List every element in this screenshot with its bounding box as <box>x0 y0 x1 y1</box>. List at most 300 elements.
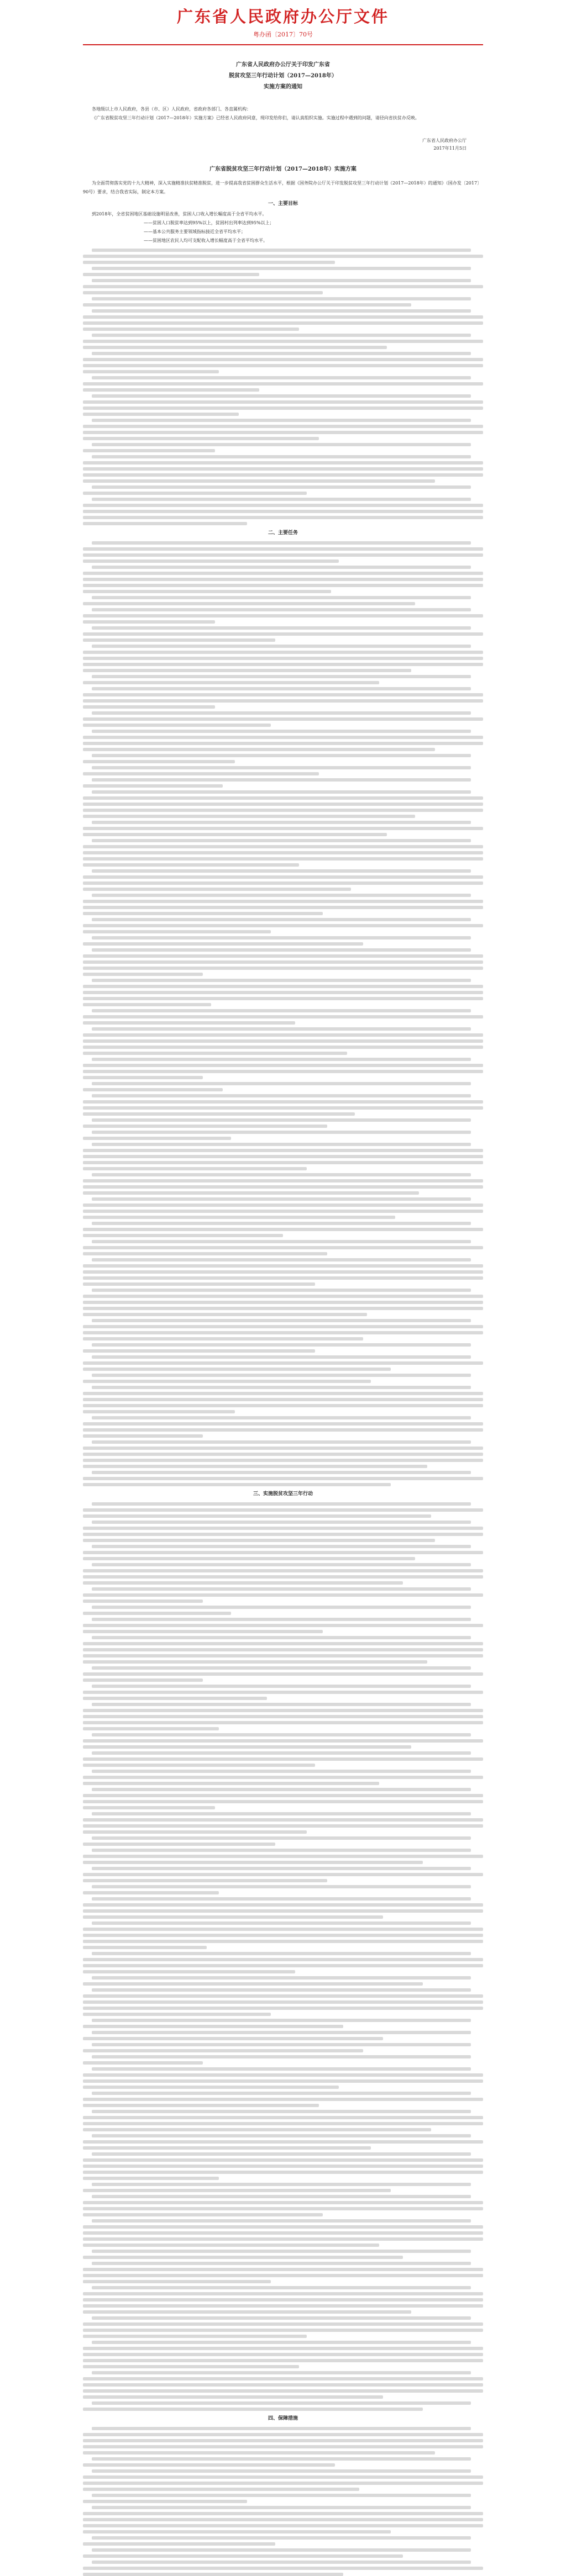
text-line-placeholder <box>83 1593 483 1597</box>
paragraph-placeholder <box>83 608 483 624</box>
paragraph-placeholder <box>83 778 483 788</box>
text-line-placeholder <box>83 1861 423 1864</box>
text-line-placeholder <box>83 2482 483 2485</box>
text-line-placeholder <box>83 255 483 258</box>
paragraph-placeholder <box>83 2536 483 2546</box>
text-line-placeholder <box>92 766 471 769</box>
text-line-placeholder <box>83 437 319 440</box>
text-line-placeholder <box>83 863 299 867</box>
text-line-placeholder <box>83 717 483 721</box>
text-line-placeholder <box>92 1770 471 1773</box>
paragraph-placeholder <box>83 596 483 605</box>
text-line-placeholder <box>83 875 483 879</box>
text-line-placeholder <box>83 1642 483 1645</box>
text-line-placeholder <box>83 2439 483 2442</box>
paragraph-placeholder <box>83 1867 483 1882</box>
text-line-placeholder <box>83 827 483 830</box>
paragraph-placeholder <box>83 2561 483 2576</box>
text-line-placeholder <box>83 1404 483 1407</box>
text-line-placeholder <box>83 2475 483 2479</box>
issuing-authority: 广东省人民政府办公厅 <box>422 138 467 143</box>
text-line-placeholder <box>83 1465 427 1468</box>
text-line-placeholder <box>83 1514 431 1518</box>
text-line-placeholder <box>92 1666 471 1670</box>
text-line-placeholder <box>83 1301 483 1304</box>
text-line-placeholder <box>83 2518 483 2521</box>
paragraph-placeholder <box>83 1027 483 1055</box>
text-line-placeholder <box>83 1185 483 1189</box>
text-line-placeholder <box>83 2268 483 2271</box>
text-line-placeholder <box>83 1125 327 1128</box>
text-line-placeholder <box>92 1587 471 1591</box>
text-line-placeholder <box>83 1210 483 1213</box>
text-line-placeholder <box>83 449 215 452</box>
signature-block <box>83 137 483 152</box>
paragraph-placeholder <box>83 2341 483 2368</box>
text-line-placeholder <box>83 985 483 988</box>
body-text-flow-4 <box>83 2427 483 2576</box>
text-line-placeholder <box>83 1678 203 1682</box>
text-line-placeholder <box>83 1064 483 1067</box>
paragraph-placeholder <box>83 1521 483 1542</box>
document-number: 粤办函〔2017〕70号 <box>253 31 313 38</box>
text-line-placeholder <box>83 1533 483 1536</box>
text-line-placeholder <box>83 2512 483 2515</box>
text-line-placeholder <box>83 1915 383 1919</box>
red-divider <box>83 44 483 45</box>
paragraph-placeholder <box>83 2371 483 2399</box>
text-line-placeholder <box>83 760 235 763</box>
text-line-placeholder <box>92 1897 471 1901</box>
text-line-placeholder <box>83 1691 483 1694</box>
text-line-placeholder <box>83 954 483 958</box>
paragraph-placeholder <box>83 309 483 331</box>
text-line-placeholder <box>83 1624 483 1627</box>
text-line-placeholder <box>83 328 299 331</box>
paragraph-placeholder <box>83 419 483 440</box>
text-line-placeholder <box>83 2554 403 2558</box>
text-line-placeholder <box>92 1521 471 1524</box>
text-line-placeholder <box>83 1569 483 1572</box>
text-line-placeholder <box>83 1112 355 1116</box>
text-line-placeholder <box>92 1618 471 1621</box>
text-line-placeholder <box>92 2110 471 2113</box>
text-line-placeholder <box>83 2013 271 2016</box>
text-line-placeholder <box>92 1319 471 1322</box>
text-line-placeholder <box>92 839 471 842</box>
text-line-placeholder <box>92 1836 471 1840</box>
document-header <box>83 0 483 45</box>
text-line-placeholder <box>83 2104 319 2107</box>
paragraph-placeholder <box>83 1849 483 1864</box>
text-line-placeholder <box>92 249 471 252</box>
text-line-placeholder <box>83 1100 483 1104</box>
paragraph-placeholder <box>83 498 483 525</box>
text-line-placeholder <box>83 1600 203 1603</box>
paragraph-placeholder <box>83 1733 483 1749</box>
text-line-placeholder <box>83 833 387 836</box>
paragraph-placeholder <box>83 1082 483 1091</box>
paragraph-placeholder <box>83 249 483 264</box>
text-line-placeholder <box>83 2256 403 2259</box>
text-line-placeholder <box>83 1331 483 1334</box>
text-line-placeholder <box>92 1885 471 1888</box>
text-line-placeholder <box>83 2037 383 2040</box>
text-line-placeholder <box>83 1039 483 1043</box>
text-line-placeholder <box>83 1648 483 1651</box>
text-line-placeholder <box>92 1374 471 1377</box>
text-line-placeholder <box>83 1709 483 1712</box>
paragraph-placeholder <box>83 821 483 836</box>
text-line-placeholder <box>83 1630 323 1633</box>
paragraph-placeholder <box>83 1197 483 1219</box>
text-line-placeholder <box>83 1970 295 1973</box>
text-line-placeholder <box>83 1994 483 1998</box>
paragraph-placeholder <box>83 2262 483 2283</box>
text-line-placeholder <box>83 479 435 483</box>
paragraph-placeholder <box>83 334 483 349</box>
text-line-placeholder <box>83 2408 423 2411</box>
text-line-placeholder <box>83 1106 483 1110</box>
text-line-placeholder <box>83 2500 247 2503</box>
text-line-placeholder <box>83 559 339 563</box>
text-line-placeholder <box>83 906 483 909</box>
text-line-placeholder <box>92 419 471 422</box>
paragraph-placeholder <box>83 455 483 483</box>
paragraph-placeholder <box>83 1440 483 1468</box>
section-heading-4: 四、保障措施 <box>268 2416 298 2421</box>
paragraph-placeholder <box>83 1319 483 1340</box>
text-line-placeholder <box>92 645 471 648</box>
paragraph-placeholder <box>83 711 483 727</box>
text-line-placeholder <box>83 1252 327 1255</box>
text-line-placeholder <box>83 815 415 818</box>
text-line-placeholder <box>92 376 471 379</box>
paragraph-placeholder <box>83 1812 483 1834</box>
paragraph-placeholder <box>83 2043 483 2052</box>
text-line-placeholder <box>83 2463 335 2467</box>
paragraph-placeholder <box>83 626 483 642</box>
text-line-placeholder <box>83 1934 483 1937</box>
text-line-placeholder <box>83 400 483 404</box>
text-line-placeholder <box>83 1928 483 1931</box>
text-line-placeholder <box>83 796 483 800</box>
text-line-placeholder <box>92 626 471 630</box>
text-line-placeholder <box>92 2031 471 2034</box>
text-line-placeholder <box>92 1471 471 1474</box>
text-line-placeholder <box>92 309 471 313</box>
text-line-placeholder <box>92 2055 471 2058</box>
text-line-placeholder <box>92 1788 471 1791</box>
goal-paragraph: 到2018年，全省贫困地区基础设施明显改善，贫困人口收入增长幅度高于全省平均水平。 <box>92 212 267 217</box>
text-line-placeholder <box>92 1197 471 1201</box>
text-line-placeholder <box>83 2347 483 2350</box>
text-line-placeholder <box>92 936 471 939</box>
paragraph-placeholder <box>83 1502 483 1518</box>
text-line-placeholder <box>83 590 331 593</box>
text-line-placeholder <box>83 1410 235 1413</box>
paragraph-placeholder <box>83 839 483 867</box>
text-line-placeholder <box>92 1952 471 1955</box>
text-line-placeholder <box>83 1149 483 1152</box>
text-line-placeholder <box>92 918 471 921</box>
goal-item: ——贫困人口脱贫率达到95%以上，贫困村出列率达到95%以上； <box>144 220 274 225</box>
section-heading-1: 一、主要目标 <box>268 201 298 207</box>
text-line-placeholder <box>83 358 483 361</box>
text-line-placeholder <box>83 2395 383 2399</box>
paragraph-placeholder <box>83 1685 483 1700</box>
text-line-placeholder <box>92 2457 471 2461</box>
text-line-placeholder <box>92 2341 471 2344</box>
text-line-placeholder <box>83 2383 483 2387</box>
text-line-placeholder <box>83 1276 483 1280</box>
text-line-placeholder <box>83 1527 483 1530</box>
text-line-placeholder <box>83 657 483 660</box>
text-line-placeholder <box>92 869 471 873</box>
paragraph-placeholder <box>83 1471 483 1486</box>
text-line-placeholder <box>83 724 271 727</box>
text-line-placeholder <box>83 413 239 416</box>
text-line-placeholder <box>92 1685 471 1688</box>
paragraph-placeholder <box>83 267 483 276</box>
paragraph-placeholder <box>83 541 483 563</box>
text-line-placeholder <box>83 1477 483 1480</box>
paragraph-placeholder <box>83 2548 483 2558</box>
text-line-placeholder <box>92 1988 471 1992</box>
text-line-placeholder <box>83 2359 483 2362</box>
text-line-placeholder <box>83 2165 483 2168</box>
text-line-placeholder <box>83 1313 367 1316</box>
text-line-placeholder <box>92 948 471 952</box>
text-line-placeholder <box>83 388 259 392</box>
text-line-placeholder <box>83 1428 483 1432</box>
paragraph-placeholder <box>83 352 483 373</box>
text-line-placeholder <box>92 2183 471 2186</box>
text-line-placeholder <box>83 273 259 276</box>
text-line-placeholder <box>83 516 483 519</box>
text-line-placeholder <box>83 1033 483 1037</box>
text-line-placeholder <box>83 303 411 307</box>
document-title: 广东省人民政府办公厅文件 <box>176 7 389 26</box>
text-line-placeholder <box>83 2201 483 2204</box>
text-line-placeholder <box>83 2146 371 2150</box>
paragraph-placeholder <box>83 2457 483 2467</box>
text-line-placeholder <box>83 663 483 666</box>
text-line-placeholder <box>92 1545 471 1548</box>
text-line-placeholder <box>83 2213 323 2216</box>
text-line-placeholder <box>83 467 483 471</box>
paragraph-placeholder <box>83 279 483 294</box>
paragraph-placeholder <box>83 790 483 818</box>
paragraph-placeholder <box>83 2183 483 2192</box>
text-line-placeholder <box>92 1094 471 1097</box>
plan-intro: 为全面贯彻落实党的十九大精神，深入实施精准扶贫精准脱贫，进一步提高我省贫困群众生活水平，根据《国务院办公厅关于印发脱贫攻坚三年行动计划（2017—2018年）的通知》（国办发〔2017〕90号）要求，结合我省实际，制定本方案。 <box>83 181 482 194</box>
text-line-placeholder <box>83 370 219 373</box>
paragraph-placeholder <box>83 1703 483 1730</box>
text-line-placeholder <box>92 1143 471 1146</box>
text-line-placeholder <box>83 1076 203 1079</box>
text-line-placeholder <box>83 578 483 581</box>
paragraph-placeholder <box>83 1636 483 1664</box>
paragraph-placeholder <box>83 2401 483 2411</box>
text-line-placeholder <box>92 394 471 398</box>
text-line-placeholder <box>92 297 471 300</box>
text-line-placeholder <box>83 2207 483 2210</box>
text-line-placeholder <box>83 900 483 903</box>
notice-title-line-3: 实施方案的通知 <box>264 84 302 90</box>
text-line-placeholder <box>92 1636 471 1639</box>
paragraph-placeholder <box>83 2019 483 2028</box>
text-line-placeholder <box>92 1976 471 1979</box>
paragraph-placeholder <box>83 2494 483 2503</box>
notice-title <box>83 60 483 93</box>
text-line-placeholder <box>83 2116 483 2119</box>
text-line-placeholder <box>83 2025 343 2028</box>
paragraph-placeholder <box>83 2219 483 2247</box>
text-line-placeholder <box>92 675 471 678</box>
text-line-placeholder <box>92 2469 471 2473</box>
text-line-placeholder <box>83 1794 483 1797</box>
text-line-placeholder <box>83 1909 483 1913</box>
text-line-placeholder <box>83 748 435 751</box>
text-line-placeholder <box>92 2561 471 2564</box>
text-line-placeholder <box>83 1551 483 1554</box>
paragraph-placeholder <box>83 566 483 593</box>
text-line-placeholder <box>83 1179 483 1183</box>
text-line-placeholder <box>92 2019 471 2022</box>
text-line-placeholder <box>83 1216 395 1219</box>
paragraph-placeholder <box>83 2031 483 2040</box>
text-line-placeholder <box>92 2195 471 2198</box>
paragraph-placeholder <box>83 1240 483 1255</box>
text-line-placeholder <box>92 1355 471 1359</box>
text-line-placeholder <box>83 632 483 636</box>
text-line-placeholder <box>83 2079 483 2083</box>
text-line-placeholder <box>83 784 223 788</box>
text-line-placeholder <box>83 1575 483 1579</box>
paragraph-placeholder <box>83 645 483 672</box>
paragraph-placeholder <box>83 2110 483 2131</box>
text-line-placeholder <box>83 2567 483 2570</box>
text-line-placeholder <box>83 888 351 891</box>
plan-title: 广东省脱贫攻坚三年行动计划（2017—2018年）实施方案 <box>209 166 357 172</box>
text-line-placeholder <box>83 261 335 264</box>
text-line-placeholder <box>92 455 471 458</box>
text-line-placeholder <box>83 1776 483 1779</box>
text-line-placeholder <box>83 1015 483 1018</box>
text-line-placeholder <box>83 651 483 654</box>
text-line-placeholder <box>92 596 471 599</box>
text-line-placeholder <box>83 924 483 927</box>
text-line-placeholder <box>92 1222 471 1225</box>
text-line-placeholder <box>92 1386 471 1389</box>
text-line-placeholder <box>92 2134 471 2137</box>
text-line-placeholder <box>83 991 483 994</box>
text-line-placeholder <box>83 1246 483 1249</box>
text-line-placeholder <box>92 687 471 690</box>
paragraph-placeholder <box>83 2152 483 2180</box>
text-line-placeholder <box>92 1009 471 1012</box>
text-line-placeholder <box>83 1539 435 1542</box>
paragraph-placeholder <box>83 297 483 307</box>
text-line-placeholder <box>83 1745 411 1749</box>
text-line-placeholder <box>83 2061 203 2065</box>
text-line-placeholder <box>92 2152 471 2156</box>
paragraph-placeholder <box>83 1885 483 1894</box>
text-line-placeholder <box>83 382 483 386</box>
text-line-placeholder <box>83 2177 219 2180</box>
paragraph-placeholder <box>83 766 483 775</box>
text-line-placeholder <box>83 638 275 642</box>
text-line-placeholder <box>83 1295 483 1298</box>
text-line-placeholder <box>83 522 247 525</box>
text-line-placeholder <box>83 845 483 848</box>
paragraph-placeholder <box>83 1606 483 1615</box>
paragraph-placeholder <box>83 1587 483 1603</box>
text-line-placeholder <box>83 2231 483 2235</box>
text-line-placeholder <box>83 1270 483 1274</box>
paragraph-placeholder <box>83 1952 483 1973</box>
text-line-placeholder <box>83 1612 231 1615</box>
text-line-placeholder <box>92 1343 471 1347</box>
text-line-placeholder <box>83 1672 483 1676</box>
text-line-placeholder <box>92 778 471 782</box>
paragraph-placeholder <box>83 1094 483 1116</box>
text-line-placeholder <box>83 1654 483 1657</box>
text-line-placeholder <box>92 2250 471 2253</box>
paragraph-placeholder <box>83 2250 483 2259</box>
text-line-placeholder <box>83 930 271 933</box>
text-line-placeholder <box>92 754 471 757</box>
paragraph-placeholder <box>83 1988 483 2016</box>
paragraph-placeholder <box>83 1118 483 1128</box>
paragraph-placeholder <box>83 443 483 452</box>
text-line-placeholder <box>92 1703 471 1706</box>
paragraph-placeholder <box>83 1058 483 1079</box>
text-line-placeholder <box>83 1398 483 1401</box>
paragraph-placeholder <box>83 1416 483 1438</box>
paragraph-placeholder <box>83 687 483 709</box>
text-line-placeholder <box>92 541 471 545</box>
body-text-flow-3 <box>83 1502 483 2411</box>
text-line-placeholder <box>83 2000 483 2004</box>
text-line-placeholder <box>83 1307 483 1310</box>
text-line-placeholder <box>83 1879 327 1882</box>
text-line-placeholder <box>83 1337 363 1340</box>
paragraph-placeholder <box>83 1131 483 1140</box>
text-line-placeholder <box>83 742 483 745</box>
text-line-placeholder <box>83 620 215 624</box>
text-line-placeholder <box>83 2292 483 2295</box>
paragraph-placeholder <box>83 979 483 1006</box>
text-line-placeholder <box>83 2377 483 2380</box>
text-line-placeholder <box>83 693 483 696</box>
body-text-flow-1 <box>83 249 483 525</box>
text-line-placeholder <box>83 1434 203 1438</box>
text-line-placeholder <box>92 2067 471 2071</box>
text-line-placeholder <box>92 894 471 897</box>
notice-recipients: 各地级以上市人民政府，各县（市、区）人民政府，省政府各部门、各直属机构： <box>92 107 251 112</box>
text-line-placeholder <box>83 2389 483 2393</box>
issue-date: 2017年11月5日 <box>433 146 467 151</box>
text-line-placeholder <box>92 334 471 337</box>
text-line-placeholder <box>92 352 471 355</box>
text-line-placeholder <box>83 1946 207 1949</box>
text-line-placeholder <box>83 2524 483 2527</box>
paragraph-placeholder <box>83 485 483 495</box>
text-line-placeholder <box>92 2092 471 2095</box>
paragraph-placeholder <box>83 730 483 751</box>
